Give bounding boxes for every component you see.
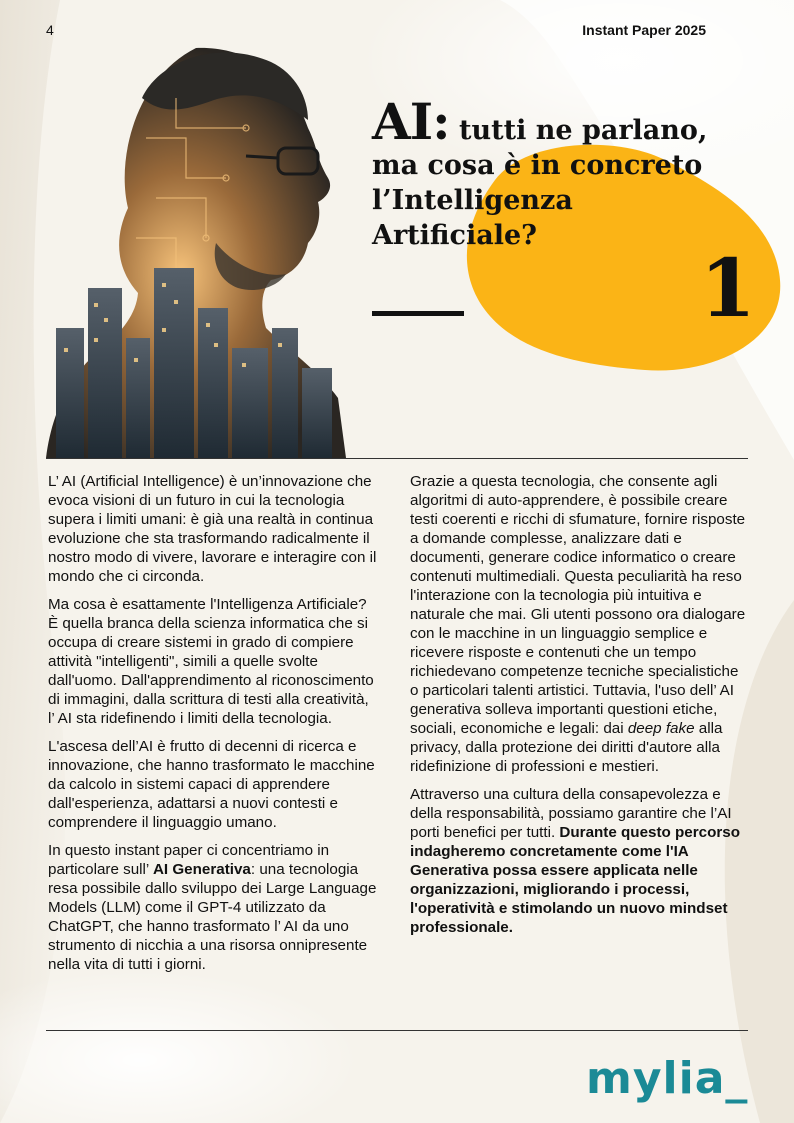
bold-term: AI Generativa: [152, 861, 251, 878]
text-run: Attraverso una cultura della consapevolezza e della responsabilità, possiamo garantire che l’AI porti benefici per tutti.: [410, 786, 732, 841]
chapter-number: 1: [700, 241, 756, 335]
title-line-4: Artificiale?: [372, 220, 537, 251]
body-column-right: [410, 472, 750, 946]
page-number: 4: [46, 22, 54, 38]
italic-term: deep fake: [627, 720, 695, 737]
text-run: alla privacy, dalla protezione dei diritti d'autore alla ridefinizione di professioni e mestieri.: [410, 720, 723, 775]
title-line-3: l’Intelligenza: [372, 185, 573, 216]
paragraph: [410, 785, 750, 937]
mylia-logo: mylia_: [586, 1053, 749, 1104]
paragraph: L'ascesa dell’AI è frutto di decenni di ricerca e innovazione, che hanno trasformato le macchine da calcolo in sistemi capaci di apprendere dall'esperienza, adattarsi a nuovi contesti e comprendere il linguaggio umano.: [48, 738, 375, 831]
page-title: [372, 92, 772, 253]
paragraph: [48, 841, 378, 974]
bold-statement: Durante questo percorso indagheremo concretamente come l'IA Generativa possa essere applicata nelle organizzazioni, migliorando i processi, l'operatività e stimolando un nuovo mindset professionale.: [410, 824, 741, 936]
paragraph: Ma cosa è esattamente l'Intelligenza Artificiale? È quella branca della scienza informatica che si occupa di creare sistemi in grado di compiere attività "intelligenti", simili a quelle svolte dall'uomo. Dall'apprendimento al riconoscimento di immagini, dalla scrittura di testi alla creatività, l’ AI sta ridefinendo i limiti della tecnologia.: [48, 596, 374, 727]
title-line-1: tutti ne parlano,: [449, 115, 708, 146]
text-run: : una tecnologia resa possibile dallo sviluppo dei Large Language Models (LLM) come il GPT-4 utilizzato da ChatGPT, che hanno trasformato l’ AI da uno strumento di nicchia a una risorsa onnipresente nella vita di tutti i giorni.: [48, 861, 377, 973]
paragraph: L’ AI (Artificial Intelligence) è un’innovazione che evoca visioni di un futuro in cui la tecnologia supera i limiti umani: è già una realtà in continua evoluzione che sta trasformando radicalmente il nostro modo di vivere, lavorare e interagire con il mondo che ci circonda.: [48, 473, 377, 585]
title-lead: AI:: [372, 92, 450, 151]
man-portrait-cityscape-double-exposure-icon: [46, 38, 346, 458]
divider-top: [46, 458, 748, 459]
title-line-2: ma cosa è in concreto: [372, 150, 703, 181]
divider-bottom: [46, 1030, 748, 1031]
paragraph: [410, 472, 750, 776]
text-run: Grazie a questa tecnologia, che consente agli algoritmi di auto-apprendere, è possibile creare testi coerenti e ricchi di sfumature, fornire risposte a domande complesse, analizzare dati e documenti, generare codice informatico o creare contenuti multimediali. Questa peculiarità ha reso l'interazione con la tecnologia più intuitiva e naturale che mai. Gli utenti possono ora dialogare con le macchine in un linguaggio semplice e ricevere risposte e contenuti che un tempo richiedevano competenze tecniche specialistiche o particolari talenti artistici. Tuttavia, l'uso dell’ AI generativa solleva importanti questioni etiche, sociali, economiche e legali: dai: [410, 473, 746, 737]
text-run: In questo instant paper ci concentriamo in particolare sull’: [48, 842, 330, 878]
body-column-left: [48, 472, 378, 983]
title-underline: [372, 311, 464, 316]
publication-title: Instant Paper 2025: [582, 22, 706, 38]
